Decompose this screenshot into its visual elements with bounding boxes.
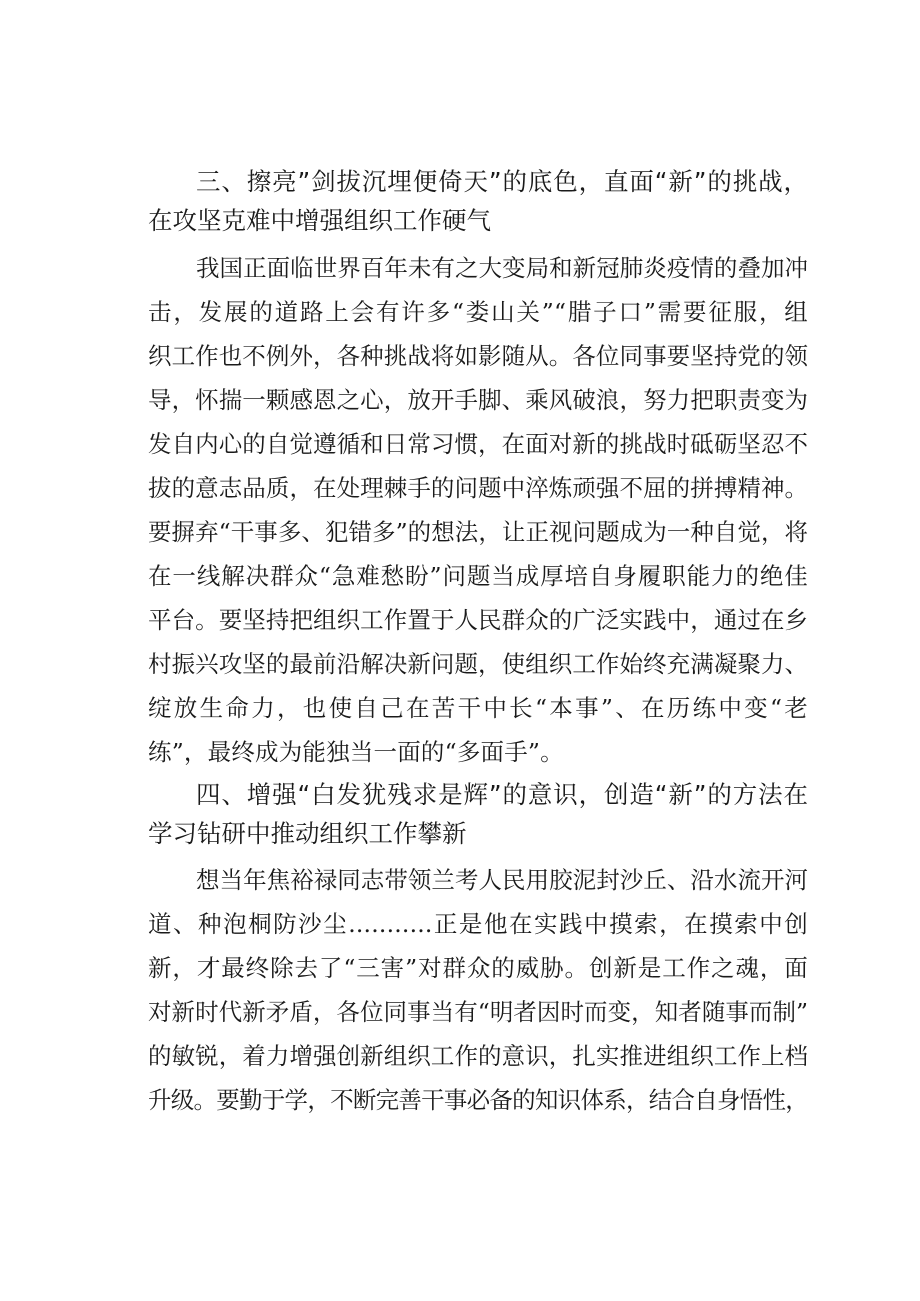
section4-heading-line1: 四、增强“白发犹残求是辉”的意识，创造“新”的方法在 [196, 780, 808, 809]
section3-paragraph-line: 练”，最终成为能独当一面的“多面手”。 [148, 738, 564, 766]
section4-paragraph-line: 的敏锐，着力增强创新组织工作的意识，扎实推进组织工作上档 [148, 1042, 808, 1070]
section3-paragraph-line: 在一线解决群众“急难愁盼”问题当成厚培自身履职能力的绝佳 [148, 562, 808, 590]
section4-heading-line2: 学习钻研中推动组织工作攀新 [148, 819, 467, 848]
section3-paragraph-line: 织工作也不例外，各种挑战将如影随从。各位同事要坚持党的领 [148, 342, 808, 370]
section3-paragraph-line: 我国正面临世界百年未有之大变局和新冠肺炎疫情的叠加冲 [196, 254, 808, 282]
section3-heading-line1: 三、擦亮”剑拔沉埋便倚天”的底色，直面“新”的挑战， [196, 167, 808, 196]
section3-paragraph-line: 发自内心的自觉遵循和日常习惯，在面对新的挑战时砥砺坚忍不 [148, 430, 808, 458]
section3-paragraph-line: 击，发展的道路上会有许多“娄山关”“腊子口”需要征服，组 [148, 298, 808, 326]
section3-paragraph-line: 导，怀揣一颗感恩之心，放开手脚、乘风破浪，努力把职责变为 [148, 386, 808, 414]
section4-paragraph-line: 道、种泡桐防沙尘...........正是他在实践中摸索，在摸索中创 [148, 910, 808, 938]
section3-paragraph-line: 要摒弃“干事多、犯错多”的想法，让正视问题成为一种自觉，将 [148, 518, 808, 546]
section4-paragraph-line: 新，才最终除去了“三害”对群众的威胁。创新是工作之魂，面 [148, 954, 808, 982]
section3-paragraph-line: 平台。要坚持把组织工作置于人民群众的广泛实践中，通过在乡 [148, 606, 808, 634]
section4-paragraph-line: 想当年焦裕禄同志带领兰考人民用胶泥封沙丘、沿水流开河 [196, 866, 808, 894]
section3-heading-line2: 在攻坚克难中增强组织工作硬气 [148, 206, 491, 235]
section3-paragraph-line: 拔的意志品质，在处理棘手的问题中淬炼顽强不屈的拼搏精神。 [148, 474, 808, 502]
section4-paragraph-line: 对新时代新矛盾，各位同事当有“明者因时而变，知者随事而制” [148, 998, 808, 1026]
section3-paragraph-line: 村振兴攻坚的最前沿解决新问题，使组织工作始终充满凝聚力、 [148, 650, 808, 678]
section3-paragraph-line: 绽放生命力，也使自己在苦干中长“本事”、在历练中变“老 [148, 694, 808, 722]
section4-paragraph-line: 升级。要勤于学，不断完善干事必备的知识体系，结合自身悟性， [148, 1086, 808, 1114]
